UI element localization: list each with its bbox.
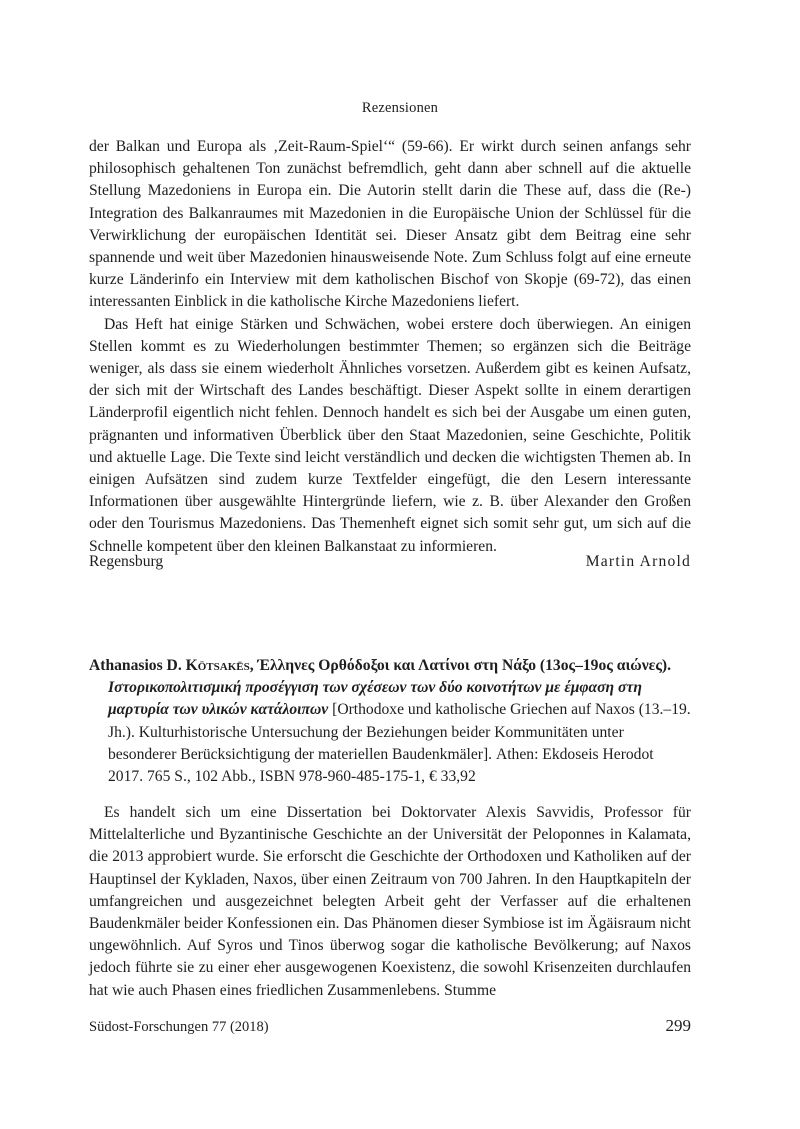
citation-details: [Orthodoxe und katholische Griechen auf Naxos (13.–19. Jh.). Kulturhistorische Untersuchung der Beziehungen beider Kommunitäten unter besonderer Berücksichtigung der materiellen Baudenkmäler]. Athen: Ekdoseis Herodot 2017. 765 S., 102 Abb., ISBN 978-960-485-175-1, € 33,92 <box>108 701 691 786</box>
citation-author-last: Kōtsakēs, <box>185 657 254 674</box>
review-2-paragraph-1: Es handelt sich um eine Dissertation bei Doktorvater Alexis Savvidis, Professor für Mittelalterliche und Byzantinische Geschichte an der Universität der Peloponnes in Kalamata, die 2013 approbiert wurde. Sie erforscht die Geschichte der Orthodoxen und Katholiken auf der Hauptinsel der Kykladen, Naxos, über einen Zeitraum von 700 Jahren. In den Hauptkapiteln der umfangreichen und ausgezeichnet belegten Arbeit geht der Verfasser auf die erhaltenen Baudenkmäler beider Konfessionen ein. Das Phänomen dieser Symbiose ist im Ägäisraum nicht ungewöhnlich. Auf Syros und Tinos überwog sogar die katholische Bevölkerung; auf Naxos jedoch führte sie zu einer eher ausgewogenen Koexistenz, die sowohl Krisenzeiten durchlaufen hat wie auch Phasen eines friedlichen Zusammenlebens. Stumme <box>89 804 691 999</box>
review-2-body <box>89 802 691 1002</box>
reviewer-name: Martin Arnold <box>585 553 691 570</box>
review-1-signature <box>89 553 691 571</box>
review-1-paragraph-2: Das Heft hat einige Stärken und Schwächen, wobei erstere doch überwiegen. An einigen Stellen kommt es zu Wiederholungen bestimmter Themen; so ergänzen sich die Beiträge weniger, als dass sie einem wiederholt Ähnliches vorsetzen. Außerdem gibt es keinen Aufsatz, der sich mit der Wirtschaft des Landes beschäftigt. Dieser Aspekt sollte in einem derartigen Länderprofil eigentlich nicht fehlen. Dennoch handelt es sich bei der Ausgabe um einen guten, prägnanten und informativen Überblick über den Staat Mazedonien, seine Geschichte, Politik und aktuelle Lage. Die Texte sind leicht verständlich und decken die wichtigsten Themen ab. In einigen Aufsätzen sind zudem kurze Textfelder eingefügt, die den Lesern interessante Informationen über ausgewählte Hintergründe liefern, wie z. B. über Alexander den Großen oder den Tourismus Mazedoniens. Das Themenheft eignet sich somit sehr gut, um sich auf die Schnelle kompetent über den kleinen Balkanstaat zu informieren. <box>89 315 691 555</box>
running-head: Rezensionen <box>361 100 439 116</box>
citation-greek-title: Έλληνες Ορθόδοξοι και Λατίνοι στη Νάξο (13ος–19ος αιώνες). <box>257 657 671 674</box>
journal-info: Südost-Forschungen 77 (2018) <box>89 1019 269 1035</box>
citation-author-first: Athanasios D. <box>89 657 182 674</box>
citation-greek-subtitle: Ιστορικοπολιτισμική προσέγγιση των σχέσεων των δύο κοινοτήτων με έμφαση στη μαρτυρία των υλικών κατάλοιπων <box>108 679 642 719</box>
review-2-citation <box>89 655 691 788</box>
review-1-body <box>89 136 691 558</box>
page-footer <box>89 1016 691 1036</box>
review-place: Regensburg <box>89 553 164 570</box>
page-number: 299 <box>665 1016 691 1035</box>
review-1-paragraph-1: der Balkan und Europa als ‚Zeit-Raum-Spiel‘“ (59-66). Er wirkt durch seinen anfangs sehr philosophisch gehaltenen Ton zunächst befremdlich, geht dann aber schnell auf die aktuelle Stellung Mazedoniens in Europa ein. Die Autorin stellt darin die These auf, dass die (Re-) Integration des Balkanraumes mit Mazedonien in die Europäische Union der Schlüssel für die Verwirklichung der europäischen Identität sei. Dieser Ansatz gibt dem Beitrag eine sehr spannende und weit über Mazedonien hinausweisende Note. Zum Schluss folgt auf eine erneute kurze Länderinfo ein Interview mit dem katholischen Bischof von Skopje (69-72), das einen interessanten Einblick in die katholische Kirche Mazedoniens liefert. <box>89 138 691 311</box>
